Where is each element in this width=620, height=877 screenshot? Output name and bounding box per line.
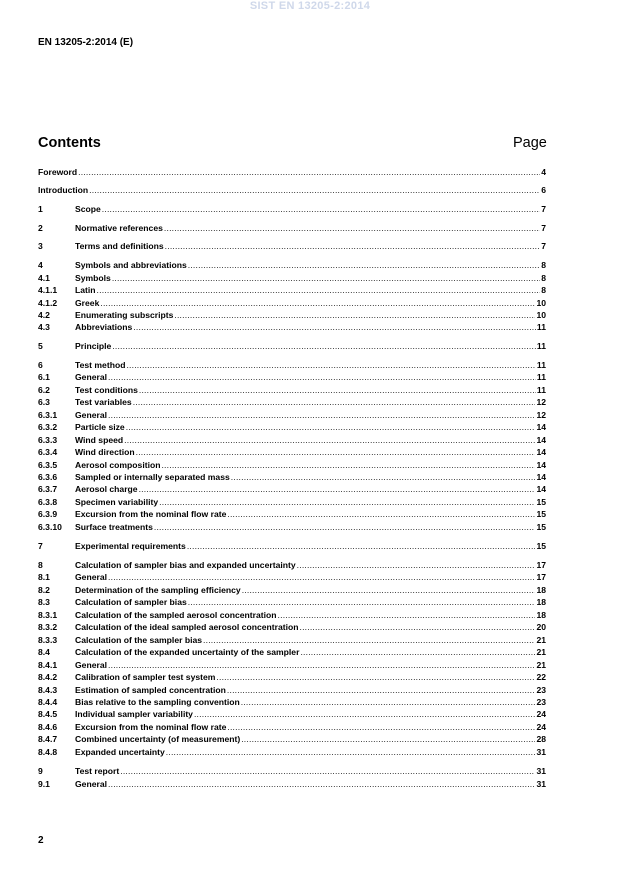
toc-entry[interactable] <box>38 167 546 178</box>
toc-entry-number: 3 <box>38 241 43 251</box>
toc-entry[interactable] <box>38 422 546 433</box>
toc-entry-number: 6.3.4 <box>38 447 58 457</box>
toc-entry-title: General <box>75 572 108 582</box>
toc-entry-number: 6.3.8 <box>38 497 58 507</box>
toc-entry[interactable] <box>38 298 546 309</box>
dot-leader <box>139 484 536 495</box>
dot-leader <box>120 766 535 777</box>
toc-entry-number: 4.1 <box>38 273 50 283</box>
toc-entry-page: 14 <box>536 460 546 470</box>
toc-entry[interactable] <box>38 672 546 683</box>
toc-entry-title: General <box>75 779 108 789</box>
toc-entry[interactable] <box>38 410 546 421</box>
toc-entry-number: 6.3.5 <box>38 460 58 470</box>
toc-entry-page: 11 <box>536 322 546 332</box>
toc-entry-title: Calculation of the sampler bias <box>75 635 203 645</box>
dot-leader <box>242 585 536 596</box>
toc-entry-page: 4 <box>541 167 546 177</box>
dot-leader <box>97 285 541 296</box>
toc-entry-page: 6 <box>541 185 546 195</box>
dot-leader <box>188 260 540 271</box>
toc-entry-number: 8.4.3 <box>38 685 58 695</box>
toc-entry-title: Excursion from the nominal flow rate <box>75 722 227 732</box>
toc-entry-page: 15 <box>536 541 546 551</box>
toc-entry-number: 8.1 <box>38 572 50 582</box>
dot-leader <box>133 322 536 333</box>
dot-leader <box>112 273 540 284</box>
toc-entry-title: Estimation of sampled concentration <box>75 685 226 695</box>
dot-leader <box>108 372 536 383</box>
toc-entry-page: 15 <box>536 509 546 519</box>
toc-entry-title: Expanded uncertainty <box>75 747 165 757</box>
toc-entry[interactable] <box>38 185 546 196</box>
toc-entry-number: 8.3.1 <box>38 610 58 620</box>
toc-entry-number: 4.3 <box>38 322 50 332</box>
toc-entry[interactable] <box>38 709 546 720</box>
dot-leader <box>299 622 535 633</box>
toc-entry-number: 4.2 <box>38 310 50 320</box>
toc-entry[interactable] <box>38 360 546 371</box>
toc-entry-page: 18 <box>536 597 546 607</box>
toc-entry[interactable] <box>38 572 546 583</box>
toc-entry-page: 23 <box>536 697 546 707</box>
toc-entry-number: 5 <box>38 341 43 351</box>
dot-leader <box>300 647 535 658</box>
toc-entry-title: Symbols and abbreviations <box>75 260 187 270</box>
toc-entry-page: 15 <box>536 497 546 507</box>
page-number: 2 <box>38 835 44 846</box>
toc-entry-title: General <box>75 372 108 382</box>
dot-leader <box>102 204 540 215</box>
toc-entry[interactable] <box>38 734 546 745</box>
toc-entry-page: 21 <box>536 647 546 657</box>
toc-entry-number: 8 <box>38 560 43 570</box>
toc-entry-page: 20 <box>536 622 546 632</box>
dot-leader <box>227 685 536 696</box>
dot-leader <box>108 779 535 790</box>
dot-leader <box>227 722 535 733</box>
toc-entry-page: 14 <box>536 484 546 494</box>
toc-entry[interactable] <box>38 647 546 658</box>
toc-entry-page: 14 <box>536 435 546 445</box>
toc-entry[interactable] <box>38 447 546 458</box>
dot-leader <box>216 672 535 683</box>
toc-entry-page: 22 <box>536 672 546 682</box>
table-of-contents <box>38 0 546 877</box>
dot-leader <box>133 397 536 408</box>
toc-entry[interactable] <box>38 285 546 296</box>
toc-entry-number: 7 <box>38 541 43 551</box>
toc-entry-page: 15 <box>536 522 546 532</box>
toc-entry-page: 12 <box>536 397 546 407</box>
toc-entry-title: Introduction <box>38 185 89 195</box>
toc-entry-title: Enumerating subscripts <box>75 310 174 320</box>
dot-leader <box>187 541 536 552</box>
toc-entry[interactable] <box>38 779 546 790</box>
toc-entry[interactable] <box>38 597 546 608</box>
toc-entry-number: 6.3.2 <box>38 422 58 432</box>
toc-entry-title: Calculation of sampler bias <box>75 597 187 607</box>
toc-entry-number: 8.4.6 <box>38 722 58 732</box>
toc-entry-number: 8.3.3 <box>38 635 58 645</box>
dot-leader <box>108 572 535 583</box>
toc-entry-number: 6.2 <box>38 385 50 395</box>
contents-title: Contents <box>38 135 101 151</box>
toc-entry[interactable] <box>38 541 546 552</box>
toc-entry-title: Normative references <box>75 223 163 233</box>
toc-entry-title: Excursion from the nominal flow rate <box>75 509 227 519</box>
toc-entry-page: 10 <box>536 310 546 320</box>
toc-entry-page: 17 <box>536 560 546 570</box>
dot-leader <box>89 185 540 196</box>
toc-entry[interactable] <box>38 223 546 234</box>
toc-entry-page: 8 <box>541 285 546 295</box>
toc-entry-title: Latin <box>75 285 96 295</box>
toc-entry-number: 6.3.9 <box>38 509 58 519</box>
toc-entry-number: 6.3.6 <box>38 472 58 482</box>
toc-entry-page: 21 <box>536 635 546 645</box>
toc-entry-page: 7 <box>541 241 546 251</box>
toc-entry[interactable] <box>38 260 546 271</box>
toc-entry[interactable] <box>38 622 546 633</box>
toc-entry-page: 12 <box>536 410 546 420</box>
toc-entry-number: 6.3.7 <box>38 484 58 494</box>
toc-entry-page: 23 <box>536 685 546 695</box>
toc-entry-page: 17 <box>536 572 546 582</box>
toc-entry-number: 4 <box>38 260 43 270</box>
toc-entry-page: 24 <box>536 709 546 719</box>
toc-entry[interactable] <box>38 484 546 495</box>
toc-entry-page: 24 <box>536 722 546 732</box>
toc-entry-number: 8.4.7 <box>38 734 58 744</box>
toc-entry[interactable] <box>38 766 546 777</box>
dot-leader <box>78 167 540 178</box>
dot-leader <box>126 422 536 433</box>
toc-entry-title: Terms and definitions <box>75 241 164 251</box>
toc-entry-title: Sampled or internally separated mass <box>75 472 230 482</box>
toc-entry-title: Calculation of the expanded uncertainty of the sampler <box>75 647 300 657</box>
toc-entry-number: 8.3 <box>38 597 50 607</box>
dot-leader <box>124 435 535 446</box>
toc-entry[interactable] <box>38 635 546 646</box>
toc-entry-title: Specimen variability <box>75 497 159 507</box>
dot-leader <box>159 497 535 508</box>
toc-entry-title: Test conditions <box>75 385 138 395</box>
toc-entry-title: Calculation of sampler bias and expanded uncertainty <box>75 560 296 570</box>
toc-entry-number: 1 <box>38 204 43 214</box>
toc-entry-title: Symbols <box>75 273 111 283</box>
toc-entry[interactable] <box>38 397 546 408</box>
toc-entry-title: Calculation of the ideal sampled aerosol concentration <box>75 622 299 632</box>
toc-entry-title: Greek <box>75 298 100 308</box>
dot-leader <box>297 560 536 571</box>
toc-entry-page: 31 <box>536 766 546 776</box>
dot-leader <box>241 734 535 745</box>
toc-entry-title: Test report <box>75 766 120 776</box>
toc-entry-number: 6.3 <box>38 397 50 407</box>
toc-entry-title: Aerosol composition <box>75 460 161 470</box>
toc-entry[interactable] <box>38 372 546 383</box>
toc-entry-number: 6.1 <box>38 372 50 382</box>
toc-entry-title: Aerosol charge <box>75 484 138 494</box>
toc-entry-title: Individual sampler variability <box>75 709 193 719</box>
toc-entry[interactable] <box>38 341 546 352</box>
toc-entry[interactable] <box>38 660 546 671</box>
toc-entry[interactable] <box>38 497 546 508</box>
toc-entry-title: Bias relative to the sampling convention <box>75 697 240 707</box>
dot-leader <box>241 697 536 708</box>
toc-entry-page: 31 <box>536 779 546 789</box>
dot-leader <box>112 341 536 352</box>
toc-entry-number: 4.1.2 <box>38 298 58 308</box>
toc-entry-title: Particle size <box>75 422 125 432</box>
toc-entry-number: 9.1 <box>38 779 50 789</box>
toc-entry[interactable] <box>38 610 546 621</box>
toc-entry-title: General <box>75 660 108 670</box>
toc-entry[interactable] <box>38 685 546 696</box>
dot-leader <box>227 509 535 520</box>
toc-entry-title: Wind speed <box>75 435 124 445</box>
toc-entry-number: 8.2 <box>38 585 50 595</box>
toc-entry[interactable] <box>38 522 546 533</box>
toc-entry-page: 11 <box>536 341 546 351</box>
toc-entry[interactable] <box>38 472 546 483</box>
toc-entry-number: 6.3.10 <box>38 522 62 532</box>
dot-leader <box>161 460 535 471</box>
toc-entry-title: Surface treatments <box>75 522 153 532</box>
toc-entry-title: Scope <box>75 204 101 214</box>
dot-leader <box>165 241 541 252</box>
toc-entry-number: 8.4.8 <box>38 747 58 757</box>
toc-entry-number: 8.4.5 <box>38 709 58 719</box>
dot-leader <box>154 522 536 533</box>
toc-entry[interactable] <box>38 310 546 321</box>
dot-leader <box>166 747 536 758</box>
dot-leader <box>194 709 535 720</box>
toc-entry-page: 14 <box>536 472 546 482</box>
toc-entry-page: 14 <box>536 422 546 432</box>
toc-entry-page: 14 <box>536 447 546 457</box>
toc-entry[interactable] <box>38 204 546 215</box>
toc-entry-page: 11 <box>536 385 546 395</box>
toc-entry-page: 21 <box>536 660 546 670</box>
toc-entry-number: 6 <box>38 360 43 370</box>
toc-entry-page: 11 <box>536 372 546 382</box>
toc-entry-number: 8.4.2 <box>38 672 58 682</box>
toc-entry-page: 7 <box>541 223 546 233</box>
toc-entry-page: 8 <box>541 260 546 270</box>
toc-entry-number: 8.4.1 <box>38 660 58 670</box>
toc-entry-page: 11 <box>536 360 546 370</box>
dot-leader <box>188 597 536 608</box>
page-column-label: Page <box>513 135 547 151</box>
toc-entry[interactable] <box>38 241 546 252</box>
dot-leader <box>108 660 535 671</box>
document-id: EN 13205-2:2014 (E) <box>38 37 134 48</box>
toc-entry[interactable] <box>38 697 546 708</box>
toc-entry-page: 18 <box>536 585 546 595</box>
toc-entry-title: Foreword <box>38 167 78 177</box>
toc-entry-page: 10 <box>536 298 546 308</box>
toc-entry[interactable] <box>38 385 546 396</box>
toc-entry-title: Principle <box>75 341 112 351</box>
toc-entry-number: 4.1.1 <box>38 285 58 295</box>
toc-entry[interactable] <box>38 460 546 471</box>
toc-entry-title: Determination of the sampling efficiency <box>75 585 241 595</box>
toc-entry-page: 31 <box>536 747 546 757</box>
dot-leader <box>136 447 536 458</box>
toc-entry-title: Combined uncertainty (of measurement) <box>75 734 241 744</box>
toc-entry-page: 8 <box>541 273 546 283</box>
toc-entry-title: Wind direction <box>75 447 135 457</box>
toc-entry[interactable] <box>38 435 546 446</box>
dot-leader <box>126 360 535 371</box>
toc-entry[interactable] <box>38 560 546 571</box>
toc-entry[interactable] <box>38 585 546 596</box>
toc-entry[interactable] <box>38 722 546 733</box>
toc-entry-number: 2 <box>38 223 43 233</box>
toc-entry-title: General <box>75 410 108 420</box>
toc-entry-title: Calculation of the sampled aerosol concentration <box>75 610 277 620</box>
toc-entry[interactable] <box>38 747 546 758</box>
toc-entry[interactable] <box>38 322 546 333</box>
dot-leader <box>174 310 535 321</box>
toc-entry-number: 6.3.1 <box>38 410 58 420</box>
toc-entry-number: 9 <box>38 766 43 776</box>
dot-leader <box>100 298 535 309</box>
toc-entry-title: Test variables <box>75 397 132 407</box>
dot-leader <box>231 472 536 483</box>
dot-leader <box>108 410 535 421</box>
toc-entry-number: 8.4 <box>38 647 50 657</box>
dot-leader <box>139 385 536 396</box>
watermark: SIST EN 13205-2:2014 <box>249 0 371 12</box>
toc-entry-title: Calibration of sampler test system <box>75 672 216 682</box>
toc-entry-page: 28 <box>536 734 546 744</box>
toc-entry-number: 8.4.4 <box>38 697 58 707</box>
toc-entry-page: 18 <box>536 610 546 620</box>
toc-entry-title: Experimental requirements <box>75 541 186 551</box>
toc-entry-page: 7 <box>541 204 546 214</box>
toc-entry-number: 6.3.3 <box>38 435 58 445</box>
toc-entry[interactable] <box>38 273 546 284</box>
dot-leader <box>203 635 535 646</box>
toc-entry-title: Abbreviations <box>75 322 133 332</box>
toc-entry[interactable] <box>38 509 546 520</box>
dot-leader <box>278 610 536 621</box>
toc-entry-title: Test method <box>75 360 126 370</box>
dot-leader <box>164 223 540 234</box>
toc-entry-number: 8.3.2 <box>38 622 58 632</box>
